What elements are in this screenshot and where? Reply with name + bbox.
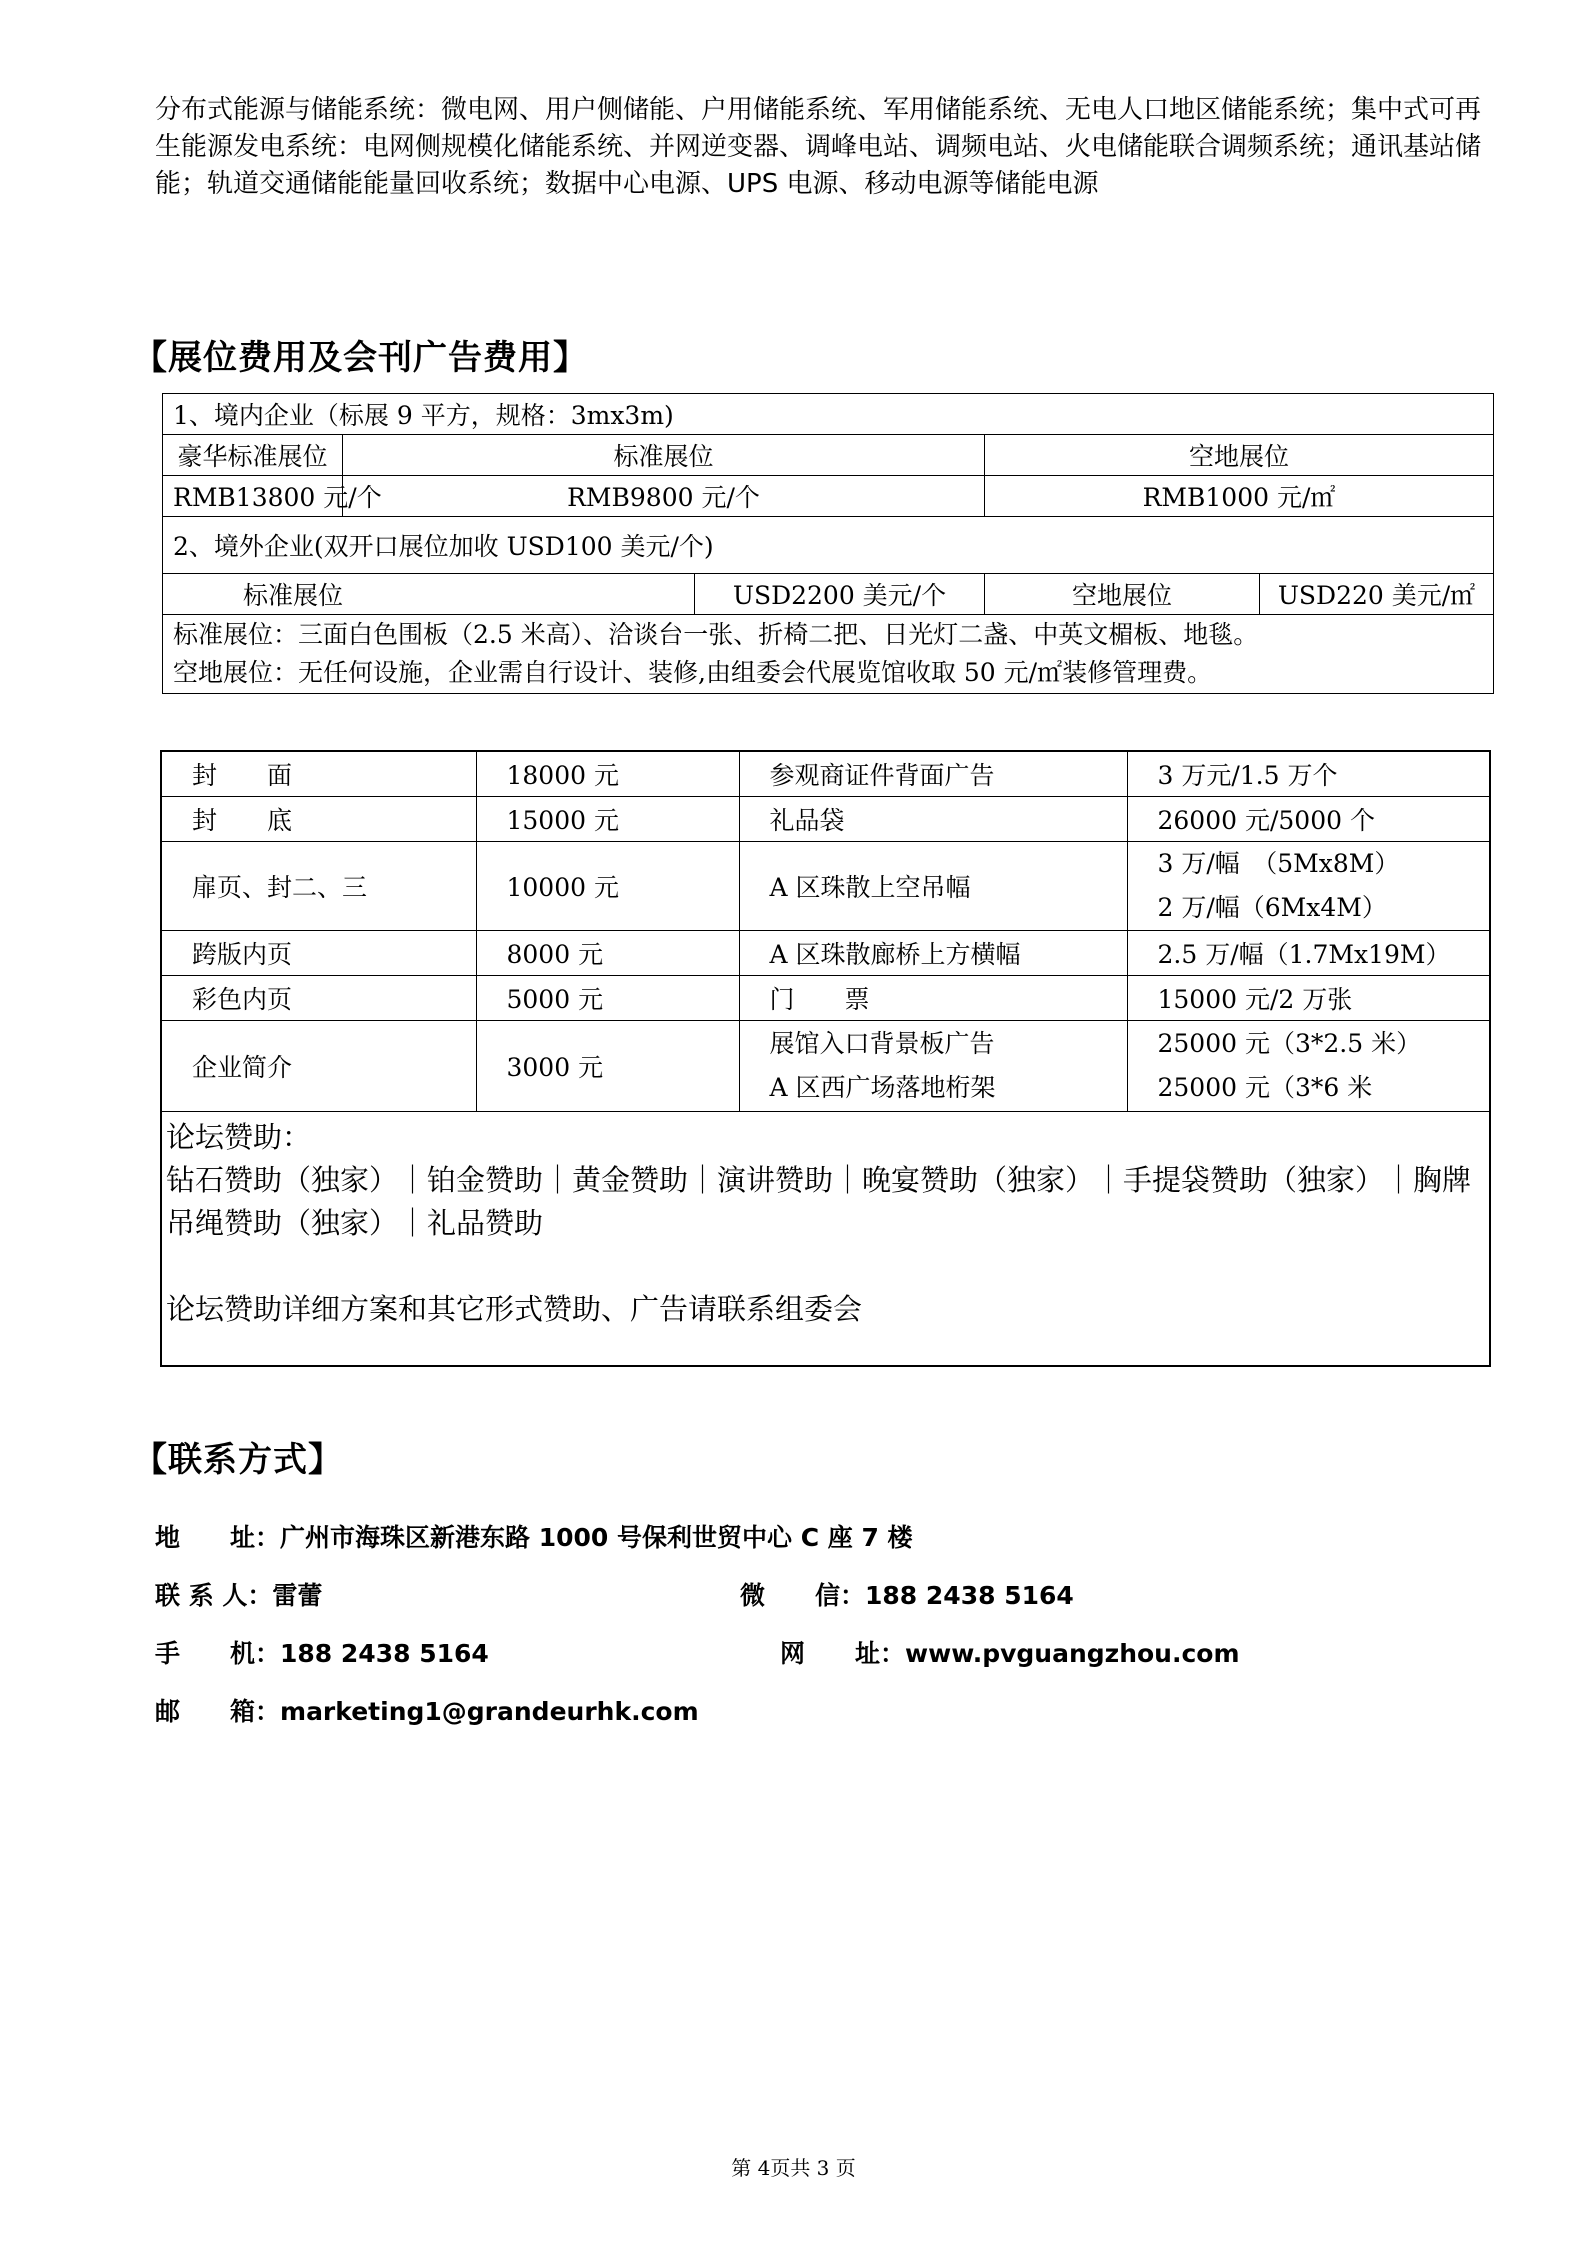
table-cell: RMB1000 元/㎡ [985, 476, 1494, 517]
table-cell: 10000 元 [476, 842, 739, 931]
cell-line: 3 万/幅 （5Mx8M） [1157, 849, 1400, 878]
table-cell: 3000 元 [476, 1021, 739, 1112]
table-cell [739, 1021, 1127, 1112]
table-cell: USD220 美元/㎡ [1260, 574, 1494, 615]
spacer [166, 1245, 1485, 1288]
foreign-header: 2、境外企业(双开口展位加收 USD100 美元/个) [163, 517, 1494, 574]
sponsorship-cell [161, 1112, 1490, 1367]
table-cell: 3 万元/1.5 万个 [1127, 751, 1490, 797]
table-cell: 18000 元 [476, 751, 739, 797]
booth-section-title: 【展位费用及会刊广告费用】 [133, 338, 588, 378]
booth-fee-table [162, 393, 1494, 694]
table-cell: 封 底 [161, 797, 476, 842]
person-label: 联 系 人： [155, 1581, 273, 1610]
table-cell: 彩色内页 [161, 976, 476, 1021]
table-cell: 豪华标准展位 [163, 435, 343, 476]
table-cell: 礼品袋 [739, 797, 1127, 842]
table-row [161, 751, 1490, 797]
domestic-header: 1、境内企业（标展 9 平方，规格：3mx3m) [163, 394, 1494, 435]
table-cell: 参观商证件背面广告 [739, 751, 1127, 797]
table-row [163, 615, 1494, 694]
table-cell: 8000 元 [476, 931, 739, 976]
cell-line: A 区西广场落地桁架 [769, 1073, 996, 1102]
table-cell [1127, 1021, 1490, 1112]
address-value: 广州市海珠区新港东路 1000 号保利世贸中心 C 座 7 楼 [280, 1523, 913, 1552]
table-row [161, 797, 1490, 842]
wechat-line [740, 1576, 1074, 1612]
address-line [155, 1518, 913, 1554]
mobile-label: 手 机： [155, 1639, 281, 1668]
address-label: 地 址： [155, 1523, 281, 1552]
mobile-line [155, 1634, 489, 1670]
table-cell: 空地展位 [985, 574, 1260, 615]
table-cell: 2.5 万/幅（1.7Mx19M） [1127, 931, 1490, 976]
table-row [161, 842, 1490, 931]
table-row [161, 1112, 1490, 1367]
contact-section-title: 【联系方式】 [133, 1440, 343, 1480]
mobile-value: 188 2438 5164 [280, 1639, 489, 1668]
cell-line: 2 万/幅（6Mx4M） [1157, 893, 1387, 922]
table-cell: 跨版内页 [161, 931, 476, 976]
table-row [161, 1021, 1490, 1112]
table-cell: 5000 元 [476, 976, 739, 1021]
table-cell: 标准展位 [163, 574, 695, 615]
table-cell: 企业简介 [161, 1021, 476, 1112]
cell-line: 展馆入口背景板广告 [769, 1029, 995, 1058]
table-cell: 标准展位 [343, 435, 985, 476]
intro-paragraph: 分布式能源与储能系统：微电网、用户侧储能、户用储能系统、军用储能系统、无电人口地区储能系统；集中式可再生能源发电系统：电网侧规模化储能系统、并网逆变器、调峰电站、调频电站、火电储能联合调频系统；通讯基站储能；轨道交通储能能量回收系统；数据中心电源、UPS 电源、移动电源等储能电源 [155, 95, 1482, 199]
table-cell: 空地展位 [985, 435, 1494, 476]
table-row [163, 435, 1494, 476]
table-row [163, 574, 1494, 615]
wechat-label: 微 信： [740, 1581, 866, 1610]
table-cell: 封 面 [161, 751, 476, 797]
table-cell: 门 票 [739, 976, 1127, 1021]
standard-booth-note: 标准展位：三面白色围板（2.5 米高）、洽谈台一张、折椅二把、日光灯二盏、中英文楣板、地毯。 [173, 620, 1259, 649]
table-row [163, 476, 1494, 517]
booth-notes [163, 615, 1494, 694]
page-footer: 第 4页共 3 页 [731, 2156, 856, 2180]
table-cell: 15000 元 [476, 797, 739, 842]
table-cell: RMB13800 元/个 [163, 476, 343, 517]
table-cell: RMB9800 元/个 [343, 476, 985, 517]
table-row [163, 517, 1494, 574]
sponsorship-list: 钻石赞助（独家）｜铂金赞助｜黄金赞助｜演讲赞助｜晚宴赞助（独家）｜手提袋赞助（独家）｜胸牌吊绳赞助（独家）｜礼品赞助 [166, 1163, 1472, 1240]
table-cell: 15000 元/2 万张 [1127, 976, 1490, 1021]
table-row [163, 394, 1494, 435]
email-line [155, 1692, 699, 1728]
raw-space-note: 空地展位：无任何设施，企业需自行设计、装修,由组委会代展览馆收取 50 元/㎡装修管理费。 [173, 658, 1213, 687]
table-cell: USD2200 美元/个 [695, 574, 985, 615]
table-row [161, 931, 1490, 976]
table-cell [1127, 842, 1490, 931]
table-cell: A 区珠散廊桥上方横幅 [739, 931, 1127, 976]
website-label: 网 址： [780, 1639, 906, 1668]
table-cell: A 区珠散上空吊幅 [739, 842, 1127, 931]
table-cell: 扉页、封二、三 [161, 842, 476, 931]
table-cell: 26000 元/5000 个 [1127, 797, 1490, 842]
person-line [155, 1576, 322, 1612]
table-row [161, 976, 1490, 1021]
cell-line: 25000 元（3*6 米 [1157, 1073, 1373, 1102]
person-value: 雷蕾 [272, 1581, 323, 1610]
website-line [780, 1634, 1240, 1670]
sponsorship-title: 论坛赞助： [166, 1120, 312, 1154]
website-link[interactable]: www.pvguangzhou.com [905, 1639, 1240, 1668]
email-label: 邮 箱： [155, 1697, 281, 1726]
cell-line: 25000 元（3*2.5 米） [1157, 1029, 1422, 1058]
sponsorship-note: 论坛赞助详细方案和其它形式赞助、广告请联系组委会 [166, 1292, 863, 1326]
wechat-value: 188 2438 5164 [865, 1581, 1074, 1610]
advertising-fee-table [160, 750, 1491, 1367]
email-link[interactable]: marketing1@grandeurhk.com [280, 1697, 699, 1726]
